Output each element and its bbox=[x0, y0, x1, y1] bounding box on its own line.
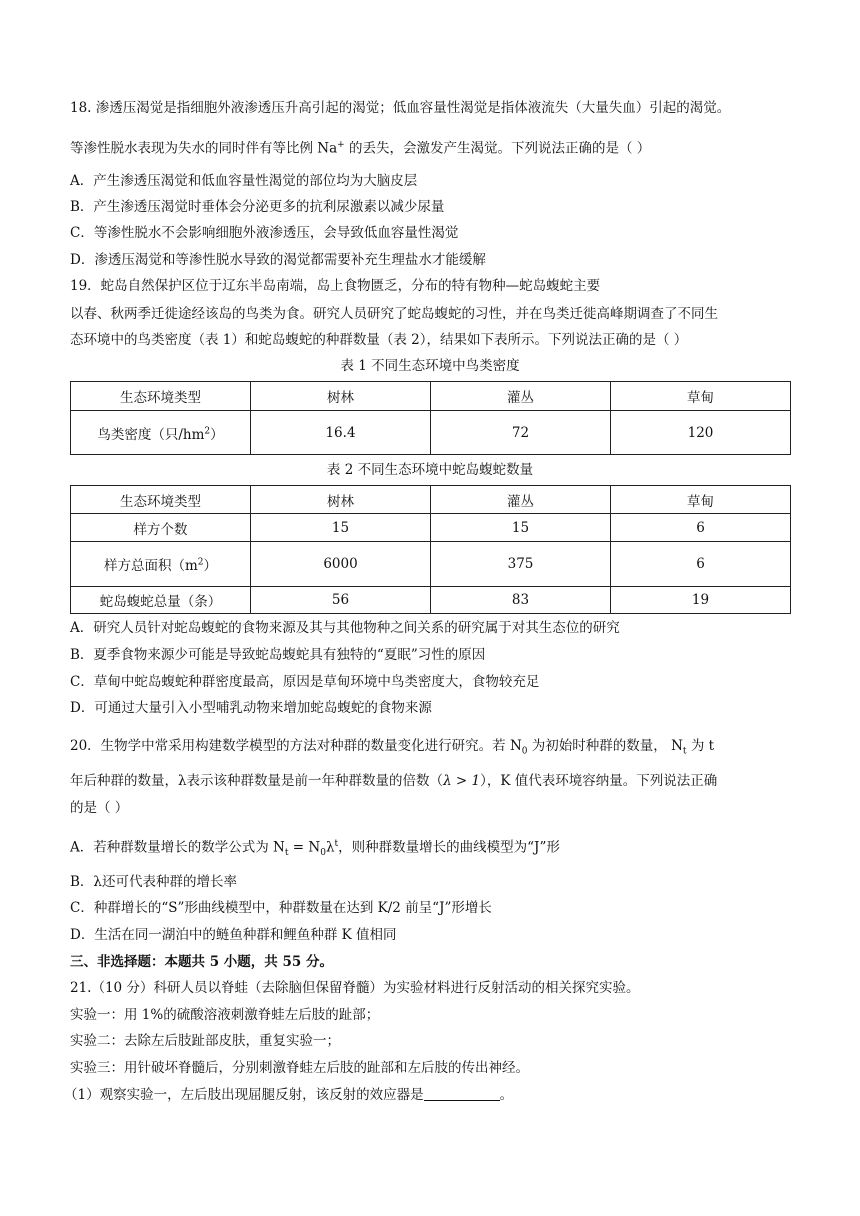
table2-caption: 表 2 不同生态环境中蛇岛蝮蛇数量 bbox=[326, 462, 534, 478]
table2-cell: 6000 bbox=[251, 542, 431, 587]
q20-option-a: A．若种群数量增长的数学公式为 $N_t = N_0\lambda^t$，则种群数量增长的曲线模型为“J”形 bbox=[70, 839, 560, 859]
q18-option-d: D．渗透压渴觉和等渗性脱水导致的渴觉都需要补充生理盐水才能缓解 bbox=[70, 252, 486, 268]
table1-bird-density bbox=[70, 381, 791, 455]
table2-row-label: 蛇岛蝮蛇总量（条） bbox=[71, 587, 251, 614]
table2-cell: 56 bbox=[251, 587, 431, 614]
q21-experiment-1: 实验一：用 1%的硫酸溶液刺激脊蛙左后肢的趾部； bbox=[70, 1007, 380, 1023]
q20-stem-line2: 年后种群的数量，λ表示该种群数量是前一年种群数量的倍数（λ > 1），K 值代表环境容纳量。下列说法正确 bbox=[70, 773, 718, 789]
table2-cell: 19 bbox=[611, 587, 791, 614]
table1-caption: 表 1 不同生态环境中鸟类密度 bbox=[340, 358, 520, 374]
q21-subquestion-1: （1）观察实验一，左后肢出现屈腿反射，该反射的效应器是 。 bbox=[64, 1087, 514, 1103]
q20-option-b: B．λ还可代表种群的增长率 bbox=[70, 874, 237, 890]
table2-cell: 6 bbox=[611, 514, 791, 542]
q21-stem: 21.（10 分）科研人员以脊蛙（去除脑但保留脊髓）为实验材料进行反射活动的相关探究实验。 bbox=[70, 980, 640, 996]
q18-option-c: C．等渗性脱水不会影响细胞外液渗透压，会导致低血容量性渴觉 bbox=[70, 225, 459, 241]
table2-row bbox=[71, 514, 791, 542]
table2-cell: 375 bbox=[431, 542, 611, 587]
q20-stem-line3: 的是（ ） bbox=[70, 800, 129, 816]
table2-header: 生态环境类型 bbox=[71, 486, 251, 514]
table1-header: 树林 bbox=[251, 382, 431, 411]
table1-cell: 16.4 bbox=[251, 411, 431, 455]
table1-header: 灌丛 bbox=[431, 382, 611, 411]
q19-option-b: B．夏季食物来源少可能是导致蛇岛蝮蛇具有独特的“夏眠”习性的原因 bbox=[70, 647, 486, 663]
table2-cell: 6 bbox=[611, 542, 791, 587]
q18-option-b: B．产生渗透压渴觉时垂体会分泌更多的抗利尿激素以减少尿量 bbox=[70, 199, 445, 215]
q18-stem-line2: 等渗性脱水表现为失水的同时伴有等比例 Na+ 的丢失，会激发产生渴觉。下列说法正确的是（ ） bbox=[70, 140, 651, 157]
q19-stem-line2: 以春、秋两季迁徙途经该岛的鸟类为食。研究人员研究了蛇岛蝮蛇的习性，并在鸟类迁徙高峰期调查了不同生 bbox=[70, 306, 718, 322]
table2-cell: 15 bbox=[431, 514, 611, 542]
table1-header: 生态环境类型 bbox=[71, 382, 251, 411]
table1-header: 草甸 bbox=[611, 382, 791, 411]
table2-cell: 15 bbox=[251, 514, 431, 542]
q21-experiment-2: 实验二：去除左后肢趾部皮肤，重复实验一； bbox=[70, 1033, 340, 1049]
table2-row-label: 样方个数 bbox=[71, 514, 251, 542]
table2-cell: 83 bbox=[431, 587, 611, 614]
q20-option-c: C．种群增长的“S”形曲线模型中，种群数量在达到 K/2 前呈“J”形增长 bbox=[70, 900, 492, 916]
table1-row bbox=[71, 411, 791, 455]
q19-option-d: D．可通过大量引入小型哺乳动物来增加蛇岛蝮蛇的食物来源 bbox=[70, 700, 432, 716]
answer-blank bbox=[424, 1086, 500, 1101]
q20-option-d: D．生活在同一湖泊中的鲢鱼种群和鲤鱼种群 K 值相同 bbox=[70, 927, 397, 943]
table2-header: 草甸 bbox=[611, 486, 791, 514]
table1-cell: 72 bbox=[431, 411, 611, 455]
table2-row bbox=[71, 587, 791, 614]
q19-option-c: C．草甸中蛇岛蝮蛇种群密度最高，原因是草甸环境中鸟类密度大，食物较充足 bbox=[70, 674, 540, 690]
table1-row-label: 鸟类密度（只$/hm^2$） bbox=[71, 411, 251, 455]
q19-option-a: A．研究人员针对蛇岛蝮蛇的食物来源及其与其他物种之间关系的研究属于对其生态位的研究 bbox=[70, 620, 620, 636]
table2-header: 灌丛 bbox=[431, 486, 611, 514]
table2-header-row bbox=[71, 486, 791, 514]
q18-option-a: A．产生渗透压渴觉和低血容量性渴觉的部位均为大脑皮层 bbox=[70, 173, 418, 189]
section-3-heading: 三、非选择题：本题共 5 小题，共 55 分。 bbox=[70, 954, 333, 970]
q19-stem-line1: 19．蛇岛自然保护区位于辽东半岛南端，岛上食物匮乏，分布的特有物种—蛇岛蝮蛇主要 bbox=[70, 278, 601, 294]
table2-snake-count bbox=[70, 485, 791, 614]
table2-header: 树林 bbox=[251, 486, 431, 514]
table1-cell: 120 bbox=[611, 411, 791, 455]
q19-stem-line3: 态环境中的鸟类密度（表 1）和蛇岛蝮蛇的种群数量（表 2），结果如下表所示。下列说法正确的是（ ） bbox=[70, 332, 688, 348]
q18-stem-line1: 18. 渗透压渴觉是指细胞外液渗透压升高引起的渴觉；低血容量性渴觉是指体液流失（大量失血）引起的渴觉。 bbox=[70, 100, 731, 116]
q21-experiment-3: 实验三：用针破坏脊髓后，分别刺激脊蛙左后肢的趾部和左后肢的传出神经。 bbox=[70, 1060, 529, 1076]
table1-header-row bbox=[71, 382, 791, 411]
table2-row bbox=[71, 542, 791, 587]
q20-stem-line1: 20．生物学中常采用构建数学模型的方法对种群的数量变化进行研究。若 $N_0$ 为初始时种群的数量， $N_t$ 为 t bbox=[70, 738, 715, 757]
table2-row-label: 样方总面积$(m^2)$ bbox=[71, 542, 251, 587]
